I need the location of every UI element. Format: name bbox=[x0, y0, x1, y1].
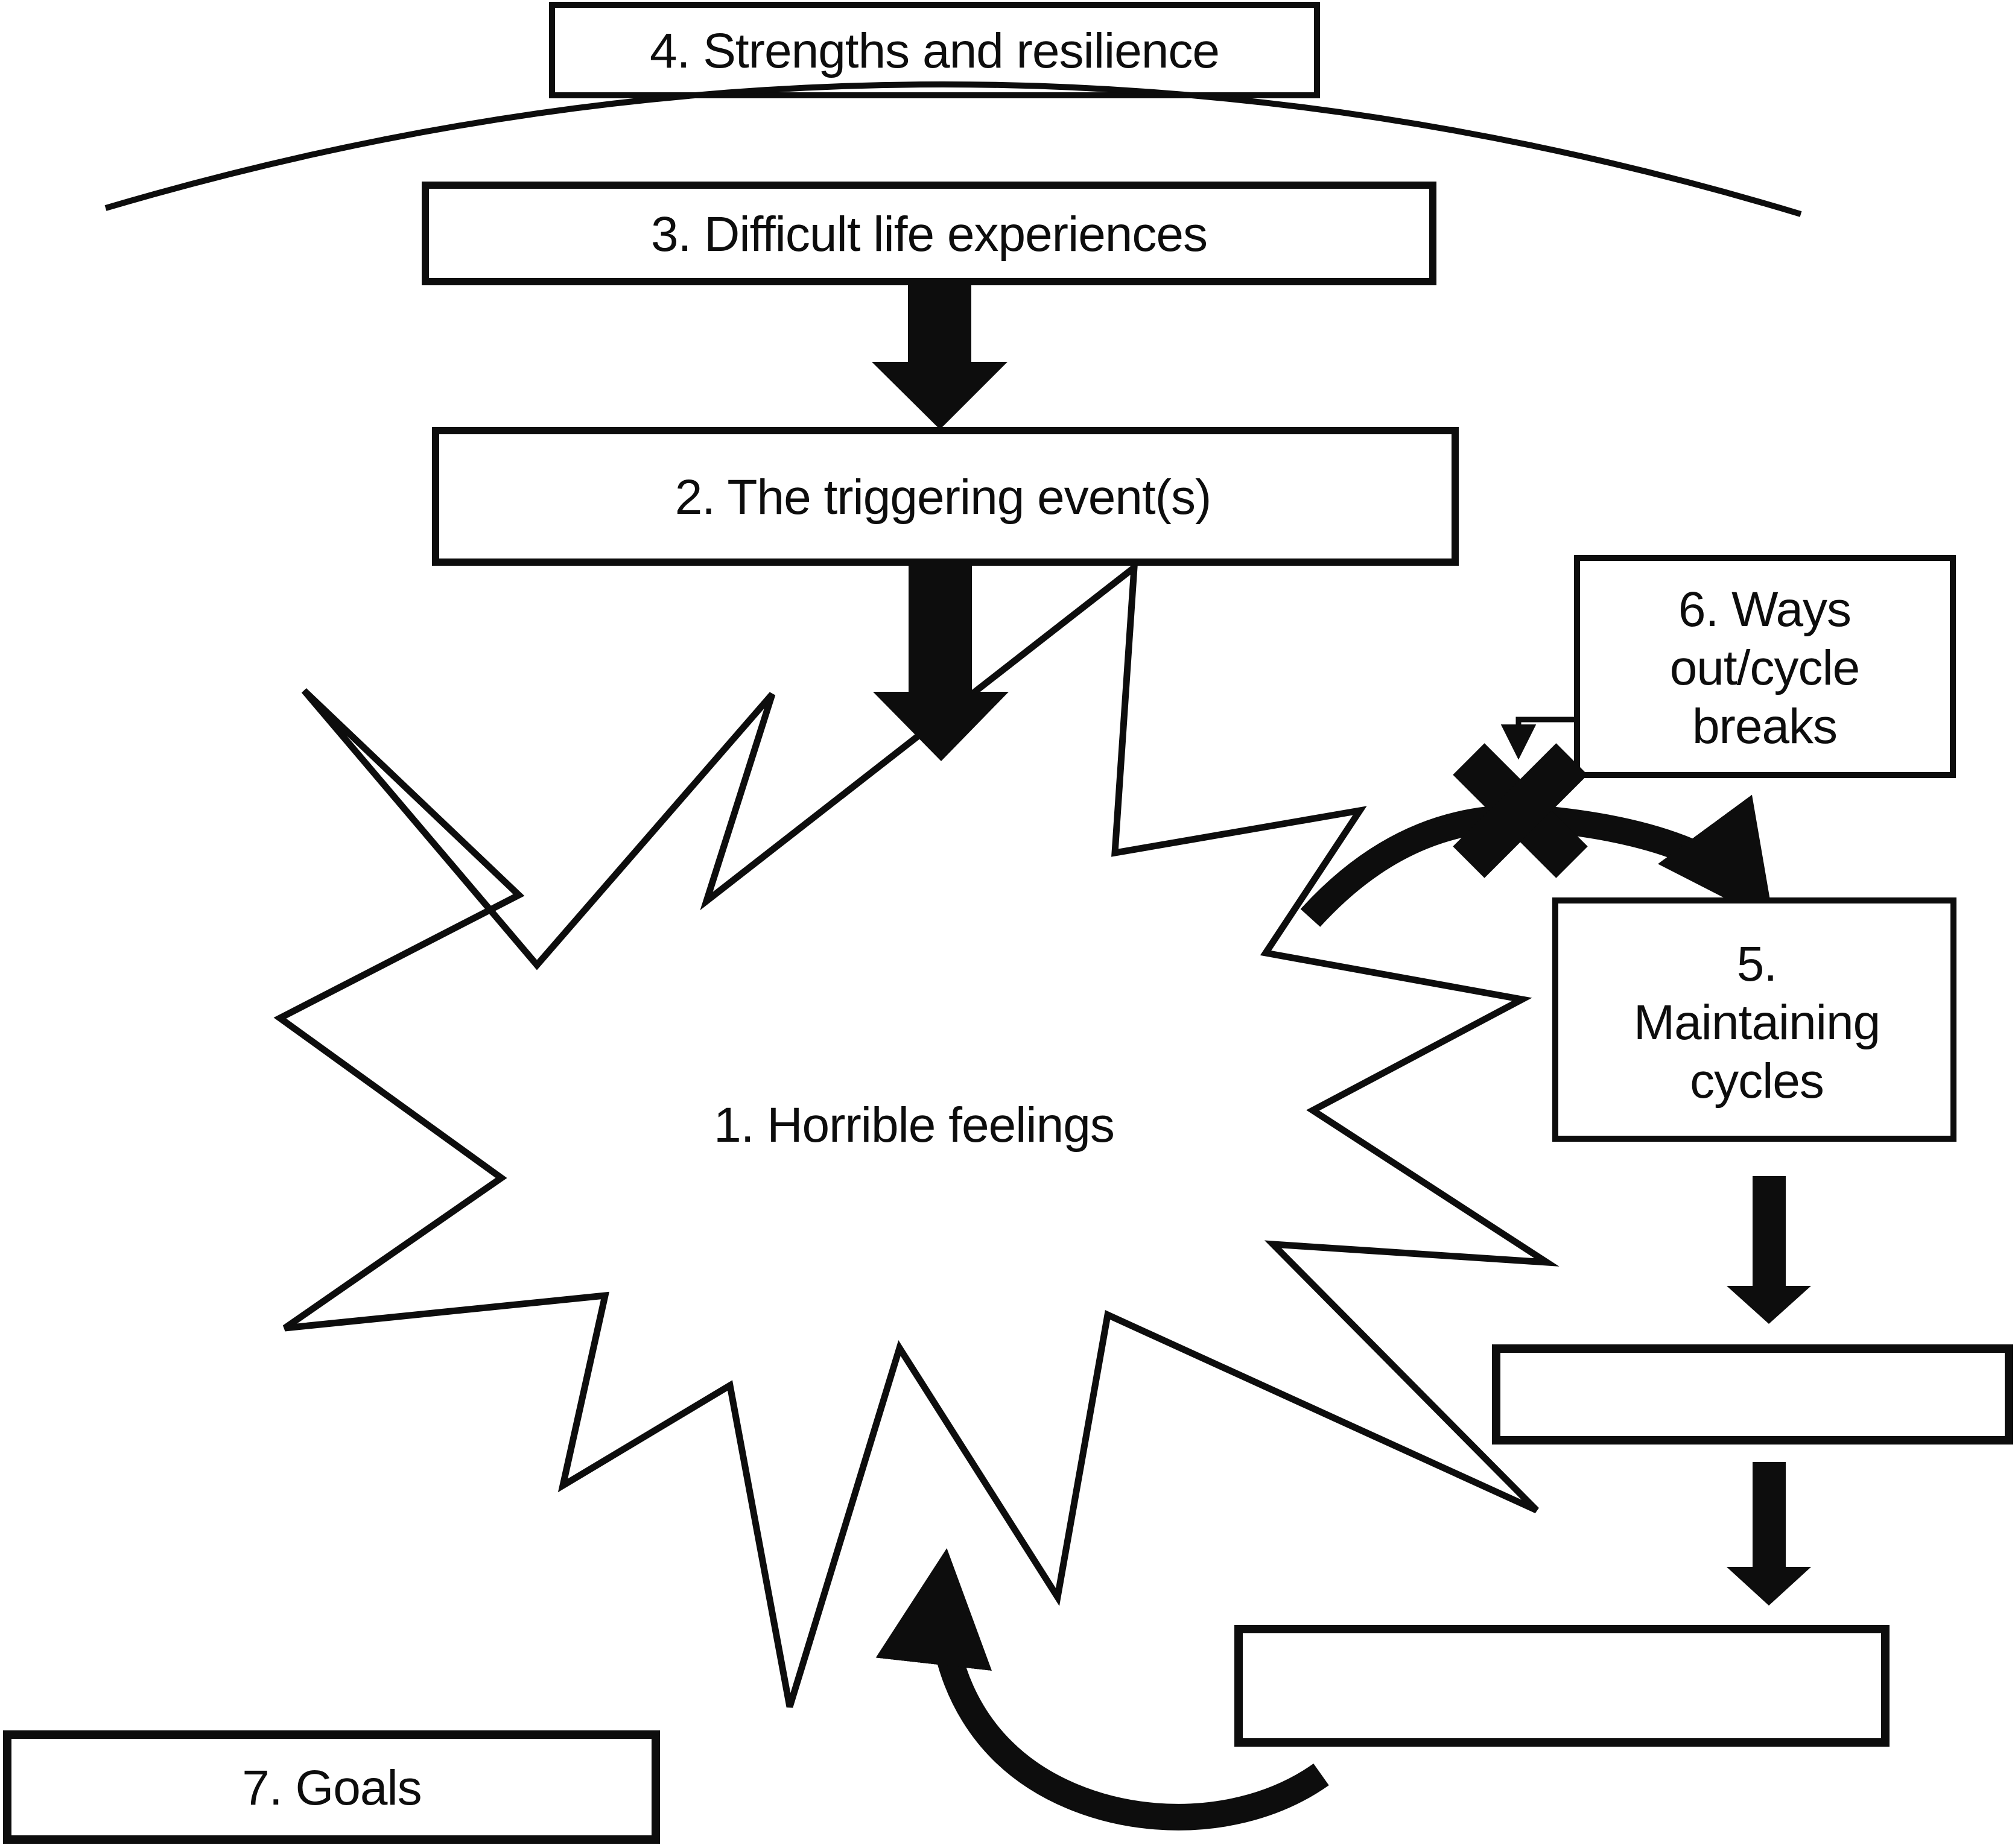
maintaining-line2: Maintaining bbox=[1633, 995, 1880, 1050]
difficult-life-label: 3. Difficult life experiences bbox=[650, 207, 1208, 262]
empty-box-lower bbox=[1239, 1629, 1885, 1742]
down-arrow-3-to-2-icon bbox=[872, 285, 1008, 429]
down-arrow-6-icon bbox=[1727, 1462, 1811, 1606]
goals-label: 7. Goals bbox=[242, 1761, 422, 1815]
ways-out-line2: out/cycle bbox=[1669, 641, 1860, 695]
strengths-label: 4. Strengths and resilience bbox=[650, 24, 1219, 78]
horrible-feelings-label: 1. Horrible feelings bbox=[714, 1098, 1114, 1153]
down-arrow-5-icon bbox=[1727, 1176, 1811, 1324]
empty-box-upper bbox=[1496, 1349, 2009, 1440]
triggering-label: 2. The triggering event(s) bbox=[674, 470, 1211, 525]
ways-out-connector-arrow bbox=[1518, 720, 1577, 751]
maintaining-line1: 5. bbox=[1736, 937, 1777, 992]
ways-out-line3: breaks bbox=[1692, 699, 1838, 754]
maintaining-line3: cycles bbox=[1690, 1054, 1824, 1109]
ways-out-line1: 6. Ways bbox=[1678, 582, 1852, 637]
